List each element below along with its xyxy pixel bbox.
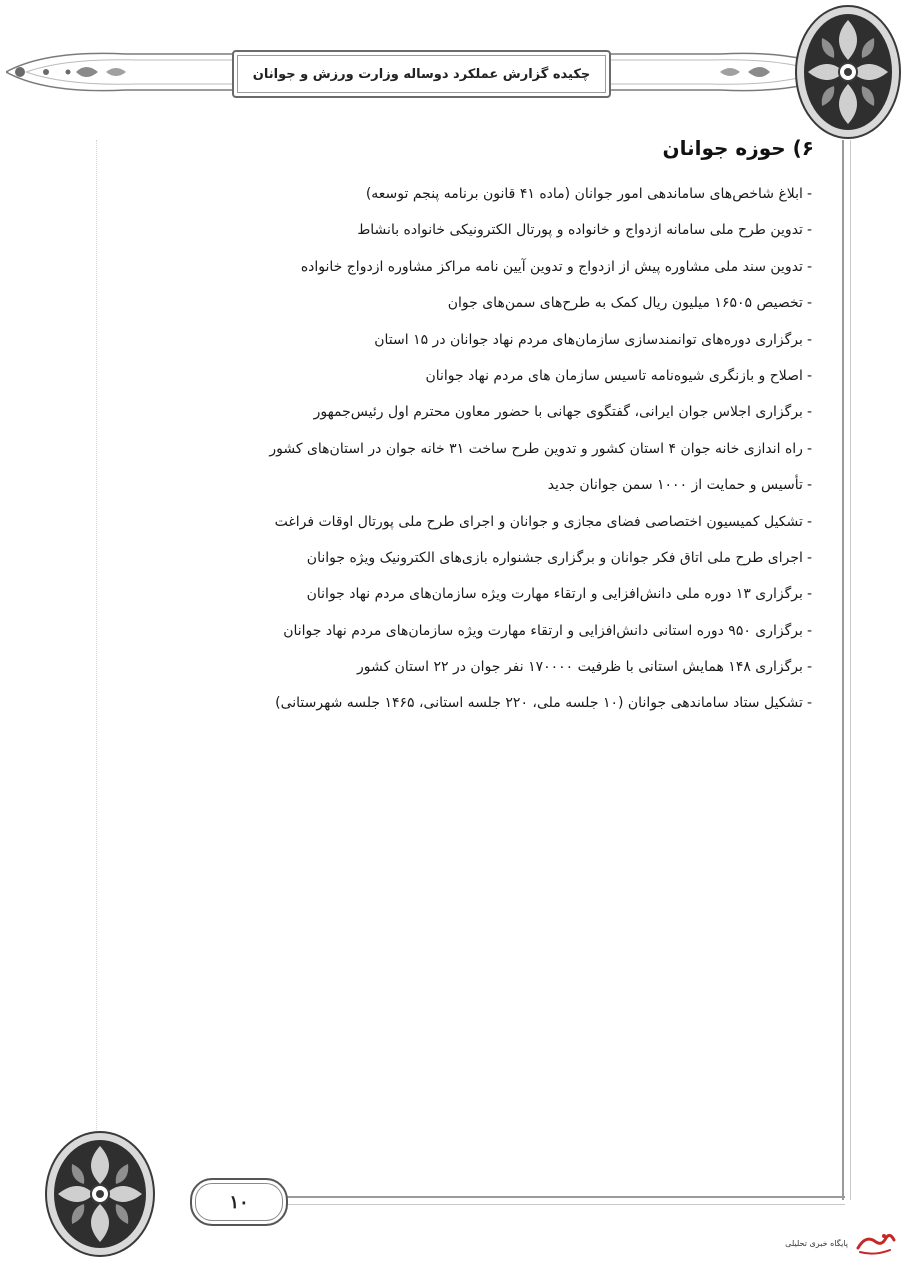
list-item: -برگزاری اجلاس جوان ایرانی، گفتگوی جهانی با حضور معاون محترم اول رئیس‌جمهور xyxy=(313,404,812,421)
frame-right-border xyxy=(842,140,851,1200)
list-item: -اجرای طرح ملی اتاق فکر جوانان و برگزاری جشنواره بازی‌های الکترونیک ویژه جوانان xyxy=(306,549,812,566)
list-item: -برگزاری ۱۳ دوره ملی دانش‌افزایی و ارتقاء مهارت ویژه سازمان‌های مردم نهاد جوانان xyxy=(306,586,812,603)
list-item: -تدوین سند ملی مشاوره پیش از ازدواج و تدوین آیین نامه مراکز مشاوره ازدواج خانواده xyxy=(300,258,812,275)
watermark xyxy=(748,1228,898,1258)
list-item: -برگزاری ۱۴۸ همایش استانی با ظرفیت ۱۷۰۰۰۰ نفر جوان در ۲۲ استان کشور xyxy=(357,659,812,676)
page-number: ۱۰ xyxy=(229,1191,249,1213)
arabesque-ornament-icon xyxy=(790,0,902,148)
arabesque-ornament-bottom-icon xyxy=(42,1128,158,1260)
list-item: -تشکیل کمیسیون اختصاصی فضای مجازی و جوانان و اجرای طرح ملی پورتال اوقات فراغت xyxy=(274,513,812,530)
list-item: -تدوین طرح ملی سامانه ازدواج و خانواده و پورتال الکترونیکی خانواده بانشاط xyxy=(357,222,812,239)
header-cartouche xyxy=(232,50,611,98)
list-item: -برگزاری دوره‌های توانمندسازی سازمان‌های مردم نهاد جوانان در ۱۵ استان xyxy=(374,331,812,348)
list-item: -تأسیس و حمایت از ۱۰۰۰ سمن جوانان جدید xyxy=(547,477,812,494)
watermark-site-text: پایگاه خبری تحلیلی xyxy=(785,1238,848,1248)
sirat-logo-icon xyxy=(854,1230,898,1256)
list-item: -اصلاح و بازنگری شیوه‌نامه تاسیس سازمان های مردم نهاد جوانان xyxy=(425,367,812,384)
list-item: -تخصیص ۱۶۵۰۵ میلیون ریال کمک به طرح‌های سمن‌های جوان xyxy=(447,295,812,312)
list-item: -راه اندازی خانه جوان ۴ استان کشور و تدوین طرح ساخت ۳۱ خانه جوان در استان‌های کشور xyxy=(269,440,812,457)
page-number-cartouche xyxy=(190,1178,288,1226)
header-title: چکیده گزارش عملکرد دوساله وزارت ورزش و جوانان xyxy=(252,66,591,82)
list-item: -برگزاری ۹۵۰ دوره استانی دانش‌افزایی و ارتقاء مهارت ویژه سازمان‌های مردم نهاد جوانان xyxy=(283,622,812,639)
header-left-wing-ornament xyxy=(6,44,246,100)
list-item: -ابلاغ شاخص‌های ساماندهی امور جوانان (ماده ۴۱ قانون برنامه پنجم توسعه) xyxy=(365,186,812,202)
list-item: -تشکیل ستاد ساماندهی جوانان (۱۰ جلسه ملی، ۲۲۰ جلسه استانی، ۱۴۶۵ جلسه شهرستانی) xyxy=(275,695,812,712)
frame-bottom-border xyxy=(270,1196,845,1205)
frame-left-dotted-line xyxy=(96,140,97,1150)
achievements-list xyxy=(192,180,812,726)
section-title: ۶) حوزه جوانان xyxy=(662,136,814,160)
